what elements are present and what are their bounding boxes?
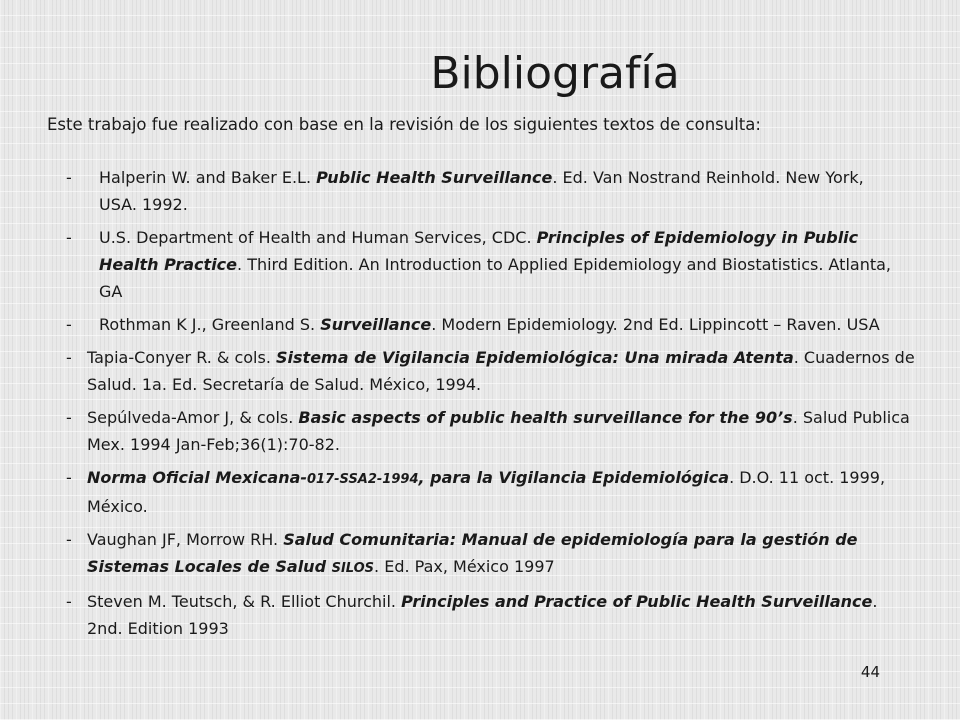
list-dash: - (66, 168, 72, 187)
reference-details: . Third Edition. An Introduction to Applied Epidemiology and Biostatistics. Atlanta, GA (99, 255, 892, 301)
reference-item (62, 164, 899, 218)
list-dash: - (66, 530, 72, 549)
reference-item (62, 464, 917, 520)
reference-title-rest: , para la Vigilancia Epidemiológica (418, 468, 730, 487)
list-dash: - (66, 315, 72, 334)
reference-title: Norma Oficial Mexicana- (87, 468, 308, 487)
reference-list (62, 164, 915, 648)
reference-title: Surveillance (320, 315, 432, 334)
reference-item (62, 224, 899, 305)
slide-title: Bibliografía (430, 48, 680, 99)
reference-item (62, 404, 917, 458)
reference-title-code: 017-SSA2-1994 (307, 472, 419, 487)
reference-authors: U.S. Department of Health and Human Services, CDC. (99, 228, 537, 247)
reference-details: . 2nd. Edition 1993 (87, 592, 878, 638)
reference-details: . Ed. Pax, México 1997 (374, 557, 555, 576)
reference-authors: Vaughan JF, Morrow RH. (87, 530, 284, 549)
reference-title: Public Health Surveillance (316, 168, 553, 187)
reference-authors: Steven M. Teutsch, & R. Elliot Churchil. (87, 592, 402, 611)
reference-item (62, 311, 899, 338)
reference-authors: Tapia-Conyer R. & cols. (87, 348, 277, 367)
reference-title: Principles and Practice of Public Health Surveillance (401, 592, 873, 611)
reference-title: Sistema de Vigilancia Epidemiológica: Una mirada Atenta (276, 348, 794, 367)
reference-details: . Modern Epidemiology. 2nd Ed. Lippincott – Raven. USA (431, 315, 880, 334)
reference-details: . Salud Publica Mex. 1994 Jan-Feb;36(1):70-82. (87, 408, 910, 454)
page-number: 44 (860, 663, 880, 681)
reference-title-acronym: SILOS (331, 561, 375, 576)
reference-details: . Ed. Van Nostrand Reinhold. New York, USA. 1992. (99, 168, 864, 214)
reference-authors: Sepúlveda-Amor J, & cols. (87, 408, 299, 427)
reference-details: . Cuadernos de Salud. 1a. Ed. Secretaría de Salud. México, 1994. (87, 348, 915, 394)
reference-item (62, 344, 917, 398)
reference-details: . D.O. 11 oct. 1999, México. (87, 468, 886, 516)
reference-item (62, 588, 917, 642)
list-dash: - (66, 228, 72, 247)
list-dash: - (66, 592, 72, 611)
reference-title: Salud Comunitaria: Manual de epidemiología para la gestión de Sistemas Locales de Salud (87, 530, 858, 576)
reference-item (62, 526, 917, 582)
list-dash: - (66, 348, 72, 367)
list-dash: - (66, 468, 72, 487)
reference-title: Principles of Epidemiology in Public Health Practice (99, 228, 859, 274)
reference-authors: Halperin W. and Baker E.L. (99, 168, 317, 187)
reference-title: Basic aspects of public health surveillance for the 90’s (298, 408, 793, 427)
reference-authors: Rothman K J., Greenland S. (99, 315, 321, 334)
list-dash: - (66, 408, 72, 427)
intro-text: Este trabajo fue realizado con base en la revisión de los siguientes textos de consulta: (47, 115, 761, 134)
